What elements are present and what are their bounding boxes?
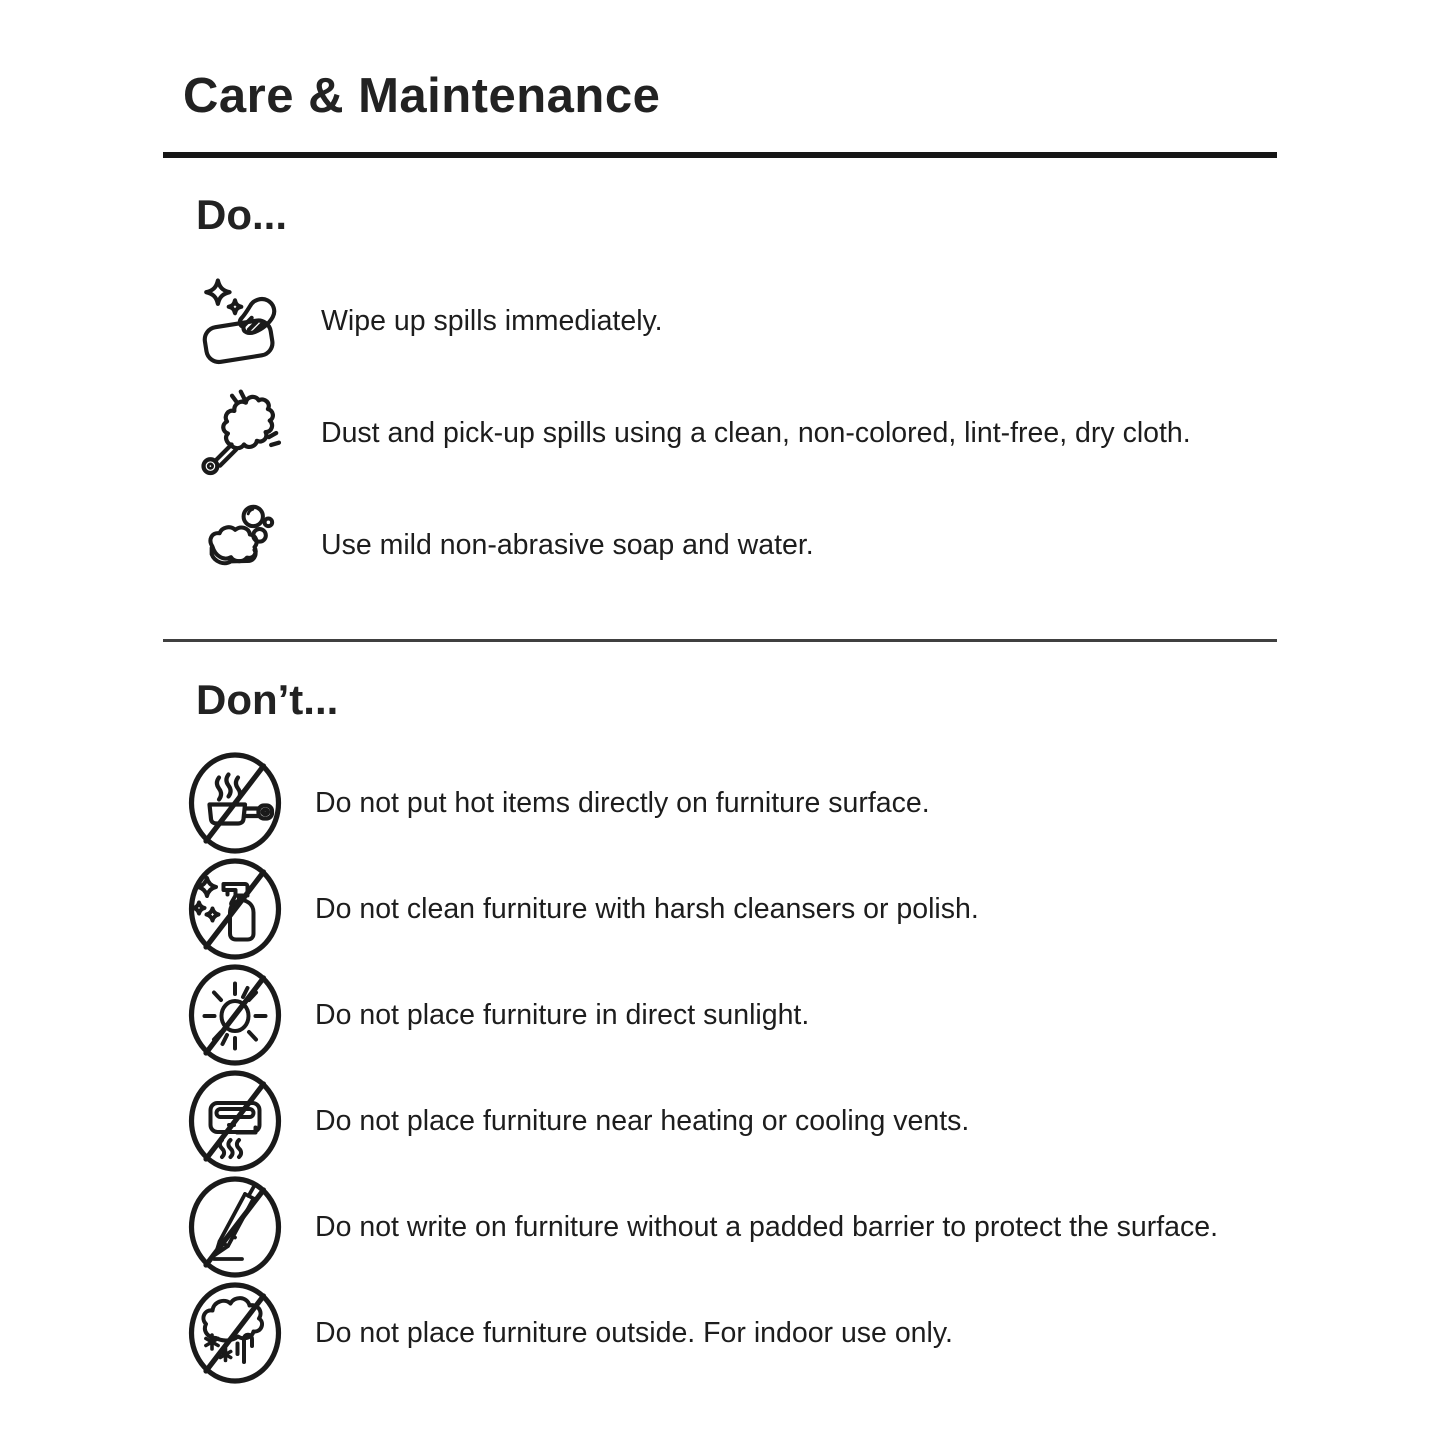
- content-column: [163, 0, 1277, 1386]
- dont-item-icon-box: [184, 857, 286, 961]
- no-direct-sunlight-icon: [185, 963, 285, 1067]
- dont-item-icon-box: [184, 1281, 286, 1385]
- section-divider: [163, 639, 1277, 642]
- dont-item-harsh-cleansers: [163, 856, 1277, 962]
- duster-icon: [197, 387, 291, 479]
- dont-item-heating-vents: [163, 1068, 1277, 1174]
- page-title: Care & Maintenance: [183, 69, 661, 123]
- do-item-soap: [163, 489, 1277, 601]
- do-item-wipe-spills: [163, 265, 1277, 377]
- dont-item-outdoor-use: [163, 1280, 1277, 1386]
- dont-item-icon-box: [184, 751, 286, 855]
- title-divider: [163, 152, 1277, 158]
- no-writing-icon: [185, 1175, 285, 1279]
- dont-section-heading: Don’t...: [196, 676, 339, 723]
- dont-item-hot-items: [163, 750, 1277, 856]
- dont-item-direct-sunlight: [163, 962, 1277, 1068]
- do-item-icon-box: [196, 276, 292, 366]
- dont-item-icon-box: [184, 1175, 286, 1279]
- no-heating-vents-icon: [185, 1069, 285, 1173]
- dont-item-icon-box: [184, 963, 286, 1067]
- wipe-spills-icon: [199, 276, 289, 366]
- no-hot-items-icon: [185, 751, 285, 855]
- do-item-duster: [163, 377, 1277, 489]
- do-item-icon-box: [196, 387, 292, 479]
- do-item-icon-box: [196, 503, 292, 587]
- dont-item-text: Do not clean furniture with harsh cleansers or polish.: [315, 892, 979, 925]
- do-item-text: Dust and pick-up spills using a clean, non-colored, lint-free, dry cloth.: [321, 416, 1191, 449]
- no-harsh-cleansers-icon: [185, 857, 285, 961]
- do-section-heading: Do...: [196, 191, 287, 238]
- dont-item-icon-box: [184, 1069, 286, 1173]
- dont-item-text: Do not place furniture near heating or cooling vents.: [315, 1104, 970, 1137]
- dont-item-text: Do not put hot items directly on furniture surface.: [315, 786, 930, 819]
- soap-sponge-icon: [201, 503, 287, 587]
- dont-item-text: Do not write on furniture without a padded barrier to protect the surface.: [315, 1210, 1218, 1243]
- no-outdoor-use-icon: [185, 1281, 285, 1385]
- dont-item-text: Do not place furniture outside. For indoor use only.: [315, 1316, 953, 1349]
- dont-item-writing: [163, 1174, 1277, 1280]
- do-item-text: Use mild non-abrasive soap and water.: [321, 528, 814, 561]
- dont-item-text: Do not place furniture in direct sunlight.: [315, 998, 810, 1031]
- do-item-text: Wipe up spills immediately.: [321, 304, 663, 337]
- do-items-list: [163, 265, 1277, 601]
- dont-items-list: [163, 750, 1277, 1386]
